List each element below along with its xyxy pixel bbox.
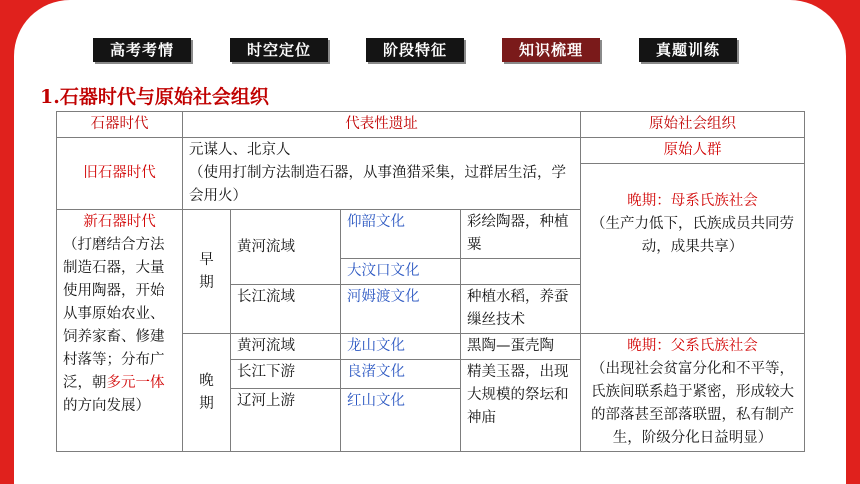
nav-tabs [0,38,860,64]
header-stone-age: 石器时代 [57,112,183,138]
tab-stage-features[interactable]: 阶段特征 [366,38,464,62]
tab-time-space[interactable]: 时空定位 [230,38,328,62]
tab-practice[interactable]: 真题训练 [639,38,737,62]
longshan-feature: 黑陶—蛋壳陶 [461,334,581,360]
table-header-row [57,112,805,138]
primitive-group: 原始人群 [581,138,805,164]
old-stone-age: 旧石器时代 [57,138,183,210]
tab-knowledge[interactable]: 知识梳理 [502,38,600,62]
patriarchal-cell [581,334,805,452]
matriarchal-desc: （生产力低下，氏族成员共同劳动，成果共享） [591,216,794,255]
yangtze-early: 长江流域 [231,285,341,334]
yangshao-culture: 仰韶文化 [341,210,461,259]
new-stone-age-title: 新石器时代 [83,214,156,230]
header-organization: 原始社会组织 [581,112,805,138]
new-stone-age-desc [63,234,176,418]
tab-exam-overview[interactable]: 高考考情 [93,38,191,62]
dawenkou-feature [461,259,581,285]
dawenkou-culture: 大汶口文化 [341,259,461,285]
patriarchal-desc: （出现社会贫富分化和不平等，氏族间联系趋于紧密，形成较大的部落甚至部落联盟，私有制产生，阶级分化日益明显） [591,361,794,446]
yellow-river-late: 黄河流域 [231,334,341,360]
new-age-desc-part2: 的方向发展） [63,398,150,414]
section-heading: 1.石器时代与原始社会组织 [40,86,269,108]
liangzhu-culture: 良渚文化 [341,360,461,389]
new-age-desc-part1: （打磨结合方法制造石器，大量使用陶器，开始从事原始农业、饲养家畜、修建村落等；分布广泛，朝 [63,237,165,391]
matriarchal-cell [581,164,805,334]
early-period: 早 期 [183,210,231,334]
pluralistic-unity: 多元一体 [106,375,165,391]
old-stone-sites: 元谋人、北京人 （使用打制方法制造石器，从事渔猎采集，过群居生活，学会用火） [183,138,581,210]
knowledge-table [56,111,805,452]
late-period: 晚 期 [183,334,231,452]
hemudu-feature: 种植水稻，养蚕缫丝技术 [461,285,581,334]
yangshao-feature: 彩绘陶器，种植粟 [461,210,581,259]
matriarchal-title: 晚期：母系氏族社会 [627,193,758,209]
yangtze-lower: 长江下游 [231,360,341,389]
hongshan-culture: 红山文化 [341,389,461,452]
table-row [57,138,805,164]
header-sites: 代表性遗址 [183,112,581,138]
hemudu-culture: 河姆渡文化 [341,285,461,334]
late-feature: 精美玉器，出现大规模的祭坛和神庙 [461,360,581,452]
liao-upper: 辽河上游 [231,389,341,452]
longshan-culture: 龙山文化 [341,334,461,360]
patriarchal-title: 晚期：父系氏族社会 [627,338,758,354]
yellow-river-early: 黄河流域 [231,210,341,285]
new-stone-age [57,210,183,452]
